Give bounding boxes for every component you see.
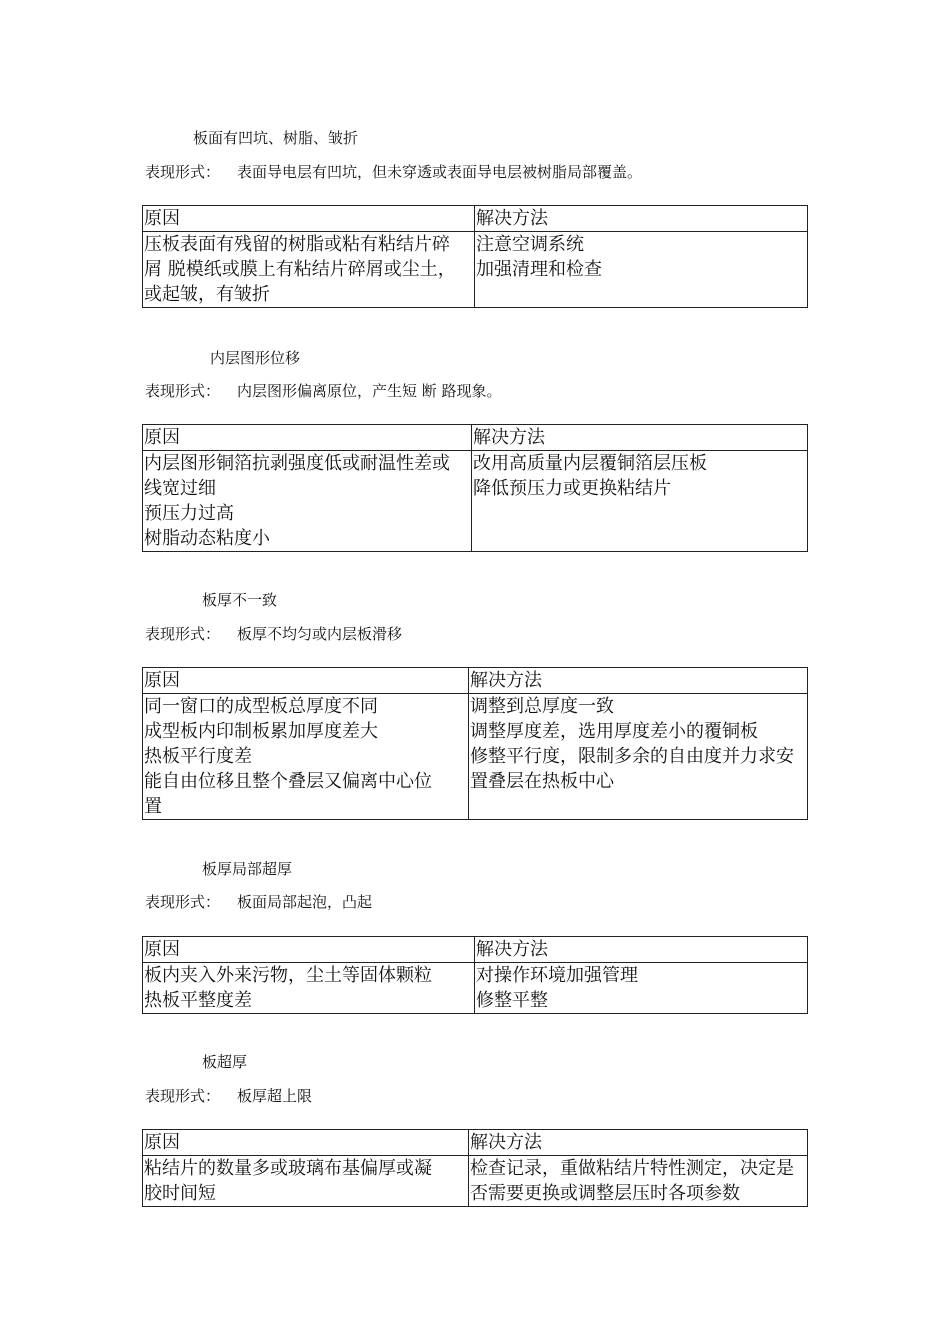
solution-line: 降低预压力或更换粘结片: [473, 478, 671, 499]
cause-line: 热板平整度差: [144, 990, 252, 1011]
header-cause: 原因: [143, 668, 469, 694]
header-solution: 解决方法: [469, 1130, 808, 1156]
solution-line: 调整到总厚度一致: [470, 696, 614, 717]
solution-line: 修整平行度，限制多余的自由度并力求安: [470, 746, 794, 767]
symptom-label: 表现形式：: [145, 1087, 221, 1105]
cause-line: 置: [144, 796, 162, 817]
table-row: [143, 451, 808, 552]
header-solution: 解决方法: [472, 425, 808, 451]
section-title: 板超厚: [202, 1053, 248, 1071]
cause-line: 同一窗口的成型板总厚度不同: [144, 696, 378, 717]
cause-line: 预压力过高: [144, 503, 234, 524]
solution-line: 改用高质量内层覆铜箔层压板: [473, 453, 707, 474]
cause-solution-table: [142, 1129, 808, 1207]
symptom-text: 内层图形偏离原位，产生短 断 路现象。: [237, 382, 502, 400]
solution-line: 注意空调系统: [476, 234, 584, 255]
section-title: 板面有凹坑、树脂、皱折: [193, 129, 359, 147]
solution-line: 修整平整: [476, 990, 548, 1011]
solution-line: 否需要更换或调整层压时各项参数: [470, 1183, 740, 1204]
table-row: [143, 232, 808, 308]
cause-solution-table: [142, 424, 808, 552]
cause-line: 能自由位移且整个叠层又偏离中心位: [144, 771, 432, 792]
cause-solution-table: [142, 667, 808, 820]
solution-line: 检查记录，重做粘结片特性测定，决定是: [470, 1158, 794, 1179]
symptom-line: [145, 624, 402, 644]
cause-cell: [143, 232, 475, 308]
symptom-line: [145, 892, 372, 912]
symptom-text: 表面导电层有凹坑，但未穿透或表面导电层被树脂局部覆盖。: [237, 163, 643, 181]
cause-cell: [143, 1156, 469, 1207]
solution-line: 调整厚度差，选用厚度差小的覆铜板: [470, 721, 758, 742]
table-row: [143, 1156, 808, 1207]
symptom-label: 表现形式：: [145, 163, 221, 181]
cause-line: 线宽过细: [144, 478, 216, 499]
header-cause: 原因: [143, 1130, 469, 1156]
section-title: 内层图形位移: [210, 349, 301, 367]
cause-solution-table: [142, 936, 808, 1014]
solution-cell: [472, 451, 808, 552]
cause-line: 或起皱，有皱折: [144, 284, 270, 305]
header-cause: 原因: [143, 206, 475, 232]
cause-cell: [143, 451, 472, 552]
symptom-text: 板面局部起泡，凸起: [237, 893, 373, 911]
cause-line: 成型板内印制板累加厚度差大: [144, 721, 378, 742]
header-solution: 解决方法: [475, 206, 808, 232]
table-header-row: [143, 425, 808, 451]
header-cause: 原因: [143, 425, 472, 451]
solution-cell: [469, 1156, 808, 1207]
cause-line: 树脂动态粘度小: [144, 528, 270, 549]
table-row: [143, 694, 808, 820]
symptom-label: 表现形式：: [145, 382, 221, 400]
table-row: [143, 963, 808, 1014]
cause-line: 压板表面有残留的树脂或粘有粘结片碎: [144, 234, 450, 255]
symptom-text: 板厚不均匀或内层板滑移: [237, 625, 403, 643]
cause-line: 屑 脱模纸或膜上有粘结片碎屑或尘土，: [144, 259, 456, 280]
cause-line: 胶时间短: [144, 1183, 216, 1204]
solution-line: 置叠层在热板中心: [470, 771, 614, 792]
section-title: 板厚不一致: [202, 591, 278, 609]
section-title: 板厚局部超厚: [202, 860, 293, 878]
table-header-row: [143, 1130, 808, 1156]
cause-line: 热板平行度差: [144, 746, 252, 767]
solution-cell: [475, 232, 808, 308]
cause-line: 板内夹入外来污物，尘土等固体颗粒: [144, 965, 432, 986]
symptom-line: [145, 162, 642, 182]
cause-cell: [143, 963, 475, 1014]
table-header-row: [143, 206, 808, 232]
symptom-label: 表现形式：: [145, 625, 221, 643]
symptom-line: [145, 381, 502, 401]
symptom-line: [145, 1086, 312, 1106]
symptom-label: 表现形式：: [145, 893, 221, 911]
cause-solution-table: [142, 205, 808, 308]
header-cause: 原因: [143, 937, 475, 963]
cause-cell: [143, 694, 469, 820]
solution-cell: [469, 694, 808, 820]
table-header-row: [143, 668, 808, 694]
table-header-row: [143, 937, 808, 963]
cause-line: 内层图形铜箔抗剥强度低或耐温性差或: [144, 453, 450, 474]
cause-line: 粘结片的数量多或玻璃布基偏厚或凝: [144, 1158, 432, 1179]
header-solution: 解决方法: [469, 668, 808, 694]
header-solution: 解决方法: [475, 937, 808, 963]
symptom-text: 板厚超上限: [237, 1087, 313, 1105]
solution-line: 加强清理和检查: [476, 259, 602, 280]
solution-line: 对操作环境加强管理: [476, 965, 638, 986]
solution-cell: [475, 963, 808, 1014]
